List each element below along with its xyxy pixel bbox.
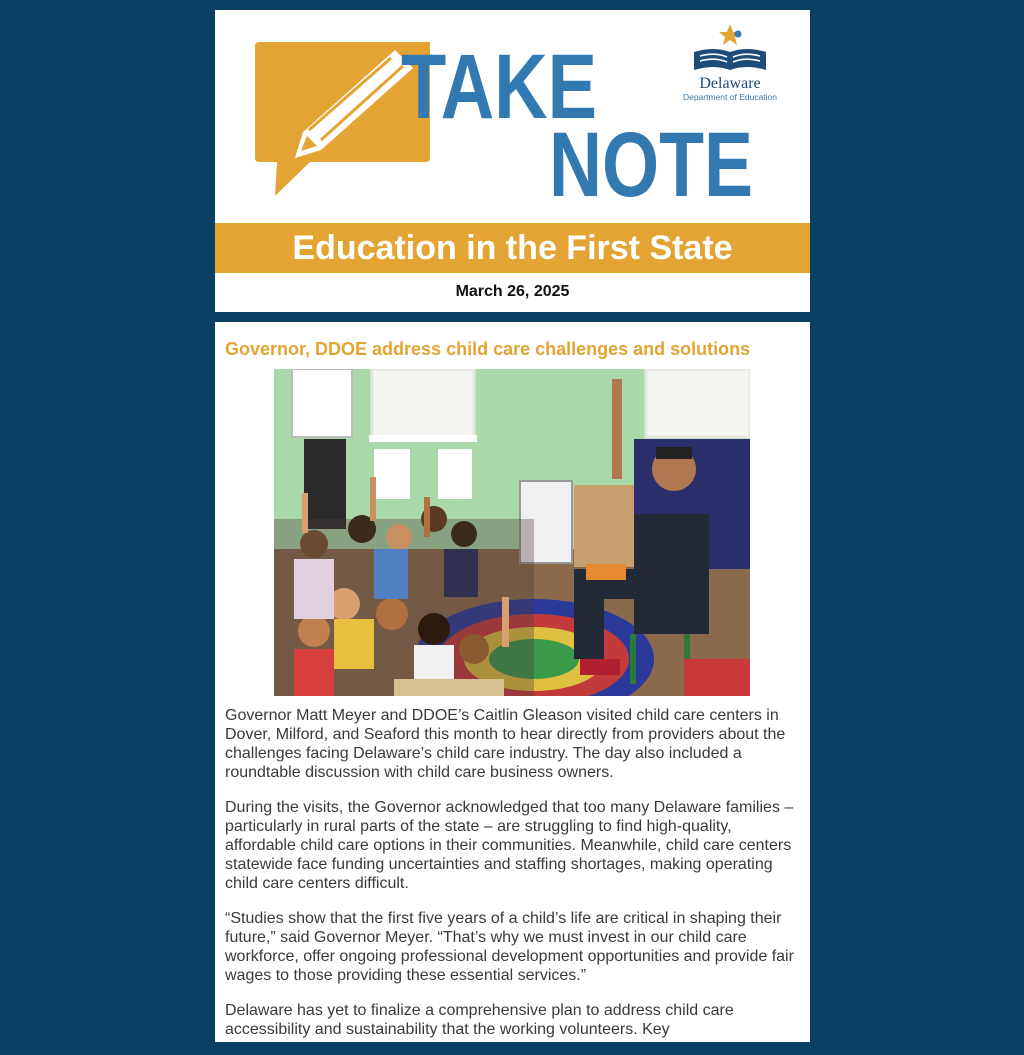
article-paragraph: Delaware has yet to finalize a comprehensive plan to address child care accessibility and sustainability that the working volunteers. Key [225, 1002, 734, 1038]
article-paragraph: During the visits, the Governor acknowledged that too many Delaware families – particularly in rural parts of the state – are struggling to find high-quality, affordable child care options in their communities. Meanwhile, child care centers statewide face funding uncertainties and staffing shortages, making operating child care centers difficult. [225, 799, 794, 892]
logo-word-take: TAKE [401, 36, 597, 138]
article-paragraph: Governor Matt Meyer and DDOE’s Caitlin Gleason visited child care centers in Dover, Milford, and Seaford this month to hear directly from providers about the challenges facing Delaware’s child care industry. The day also included a roundtable discussion with child care business owners. [225, 707, 786, 781]
issue-date: March 26, 2025 [455, 283, 570, 300]
org-name: Delaware [699, 75, 761, 92]
org-department: Department of Education [682, 92, 778, 102]
article-photo [274, 369, 750, 696]
article-paragraph: “Studies show that the first five years of a child’s life are critical in shaping their future,” said Governor Meyer. “That’s why we must invest in our child care workforce, offer ongoing professional development opportunities and provide fair wages to those providing these essential services.” [225, 910, 794, 984]
newsletter-header [215, 10, 810, 312]
book-star-icon [680, 22, 780, 76]
article-body [225, 706, 800, 1055]
article-headline[interactable]: Governor, DDOE address child care challenges and solutions [225, 339, 751, 359]
article-card [215, 322, 810, 1042]
banner-title: Education in the First State [215, 223, 810, 273]
logo-word-note: NOTE [549, 114, 753, 216]
masthead [215, 10, 810, 223]
delaware-doe-logo [680, 22, 780, 104]
